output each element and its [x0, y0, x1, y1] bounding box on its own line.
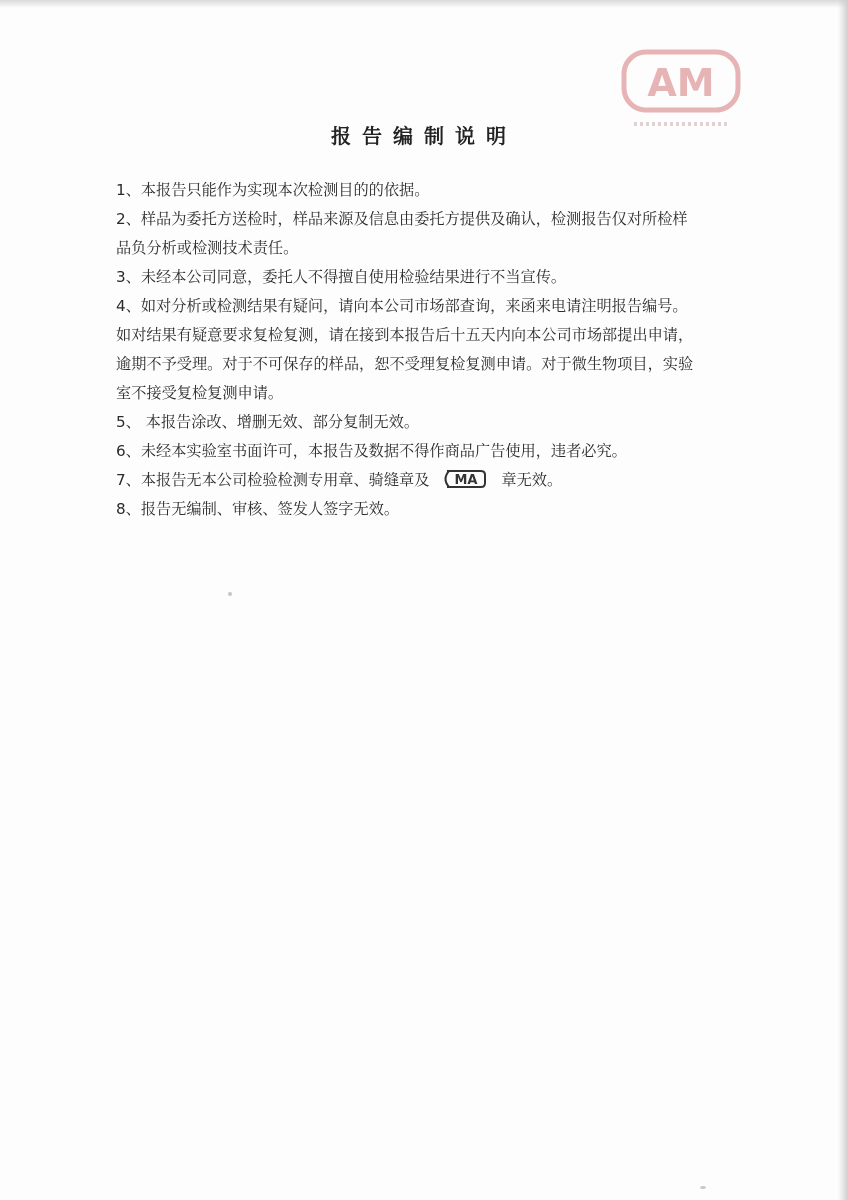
scan-speck [700, 1186, 706, 1189]
scan-right-edge [838, 0, 848, 1200]
note-line-7-before: 7、本报告无本公司检验检测专用章、骑缝章及 [116, 471, 430, 489]
page-title: 报告编制说明 [331, 124, 517, 148]
note-line-6: 6、未经本实验室书面许可，本报告及数据不得作商品广告使用，违者必究。 [116, 442, 627, 460]
stamp-text: AM [647, 61, 715, 105]
note-line-2-cont: 品负分析或检测技术责任。 [116, 239, 299, 257]
cma-mark-text: MA [454, 472, 478, 488]
notes-list [116, 176, 756, 524]
cma-mark-icon [439, 469, 487, 489]
note-line-4-cont-1: 如对结果有疑意要求复检复测，请在接到本报告后十五天内向本公司市场部提出申请， [116, 326, 694, 344]
scan-top-edge [0, 0, 848, 8]
note-line-7 [116, 466, 756, 495]
note-line-5: 5、 本报告涂改、增删无效、部分复制无效。 [116, 413, 420, 431]
note-line-2: 2、样品为委托方送检时，样品来源及信息由委托方提供及确认，检测报告仅对所检样 [116, 210, 688, 228]
note-line-3: 3、未经本公司同意，委托人不得擅自使用检验结果进行不当宣传。 [116, 268, 567, 286]
note-line-4-cont-3: 室不接受复检复测申请。 [116, 384, 284, 402]
note-line-4-cont-2: 逾期不予受理。对于不可保存的样品，恕不受理复检复测申请。对于微生物项目，实验 [116, 355, 694, 373]
note-line-4: 4、如对分析或检测结果有疑问，请向本公司市场部查询，来函来电请注明报告编号。 [116, 297, 688, 315]
scan-speck [228, 592, 232, 596]
note-line-1: 1、本报告只能作为实现本次检测目的的依据。 [116, 181, 430, 199]
note-line-8: 8、报告无编制、审核、签发人签字无效。 [116, 500, 400, 518]
note-line-7-after: 章无效。 [501, 471, 563, 489]
